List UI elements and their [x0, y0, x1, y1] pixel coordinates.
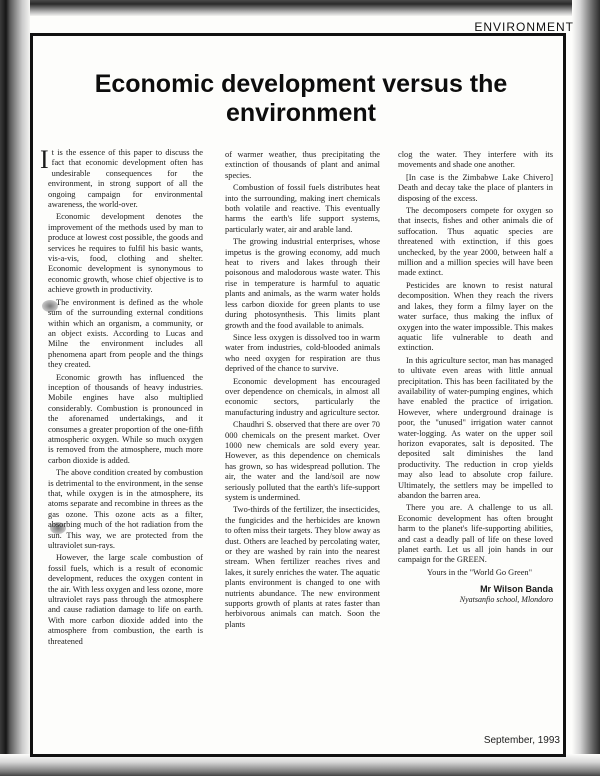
publication-date: September, 1993 — [483, 735, 560, 746]
scan-edge-left — [0, 0, 30, 776]
paragraph: [In case is the Zimbabwe Lake Chivero] Death and decay take the place of planters in disposing of the excess. — [398, 172, 553, 203]
paragraph: of warmer weather, thus precipitating the extinction of thousands of plant and animal species. — [225, 150, 380, 180]
paragraph: The decomposers compete for oxygen so that insects, fishes and other animals die of suffocation. Thus aquatic species are threatened with extinction, if this goes unchecked, by the year 2000, between half a million and a million species will have been made extinct. — [398, 206, 553, 278]
paragraph: There you are. A challenge to us all. Economic development has often brought harm to the planet's life-supporting abilities, and cast a deadly pall of life on these loved planet earth. Let us all join hands in our campaign for the GREEN. — [398, 503, 553, 565]
paragraph: It is the essence of this paper to discuss the fact that economic development often has undesirable consequences for the environment, in strong support of all the ongoing campaign for environmental awareness, the world-over. — [40, 145, 203, 210]
author-name: Mr Wilson Banda — [480, 584, 553, 595]
sign-off: Yours in the "World Go Green" — [426, 567, 533, 577]
section-label: ENVIRONMENT — [474, 20, 574, 34]
paragraph: Chaudhri S. observed that there are over 70 000 chemicals on the present market. Over 1000 new chemicals are sold every year. However, as this dependence on chemicals has grown, so has widespread pollution. The air, the water and the land/soil are now seriously polluted that the earth's life-support system is undermined. — [225, 420, 380, 502]
paragraph: Two-thirds of the fertilizer, the insecticides, the fungicides and the herbicides are known to often miss their targets. They blow away as dust. Others are leached by percolating water, or they are washed by rain into the nearest stream. When fertilizer reaches rives and lakes, it surely enriches the water. The aquatic plants environment is changed to one with nutrients abundance. The new environment supports growth of plants at rates faster than herbivorous animals can match. Soon the plants — [225, 505, 380, 629]
paragraph: clog the water. They interfere with its movements and shade one another. — [398, 150, 553, 170]
drop-cap: I — [40, 145, 49, 174]
article-column-2 — [225, 150, 380, 750]
paragraph: The above condition created by combustion is detrimental to the environment, in the sense that, while oxygen is in the atmosphere, its atoms separate and recombine in threes as the gas ozone. This ozone acts as a filter, absorbing much of the hot radiation from the sun. This way, we are protected from the ultraviolet sun-rays. — [48, 468, 203, 551]
scan-edge-right — [572, 0, 600, 776]
article-column-3 — [398, 150, 553, 750]
scan-edge-bottom — [0, 754, 600, 776]
article-title: Economic development versus the environment — [94, 70, 508, 127]
paragraph: Combustion of fossil fuels distributes heat into the surrounding, making inert chemicals both volatile and reactive. This eventually harms the earth's life support systems, particularly water, air and arable land. — [225, 183, 380, 234]
paragraph: Economic growth has influenced the inception of thousands of heavy industries. Mobile engines have also multiplied considerably. Combustion is pronounced in the aforenamed undertakings, and it consumes a greater proportion of the one-fifth atmospheric oxygen. While so much oxygen is removed from the atmosphere, much more carbon dioxide is added. — [48, 372, 203, 465]
paragraph: The growing industrial enterprises, whose impetus is the growing economy, add much heat to rivers and lakes through their poisonous and malodorous waste water. This rise in temperature is harmful to aquatic plants and animals, as the warm water holds less carbon dioxide for green plants to use during photosynthesis. This limits plant growth and the food available to animals. — [225, 237, 380, 330]
paragraph: However, the large scale combustion of fossil fuels, which is a result of economic development, reduces the oxygen content in the air. With less oxygen and less ozone, more ultraviolet rays pass through the atmosphere and cause radiation damage to life on earth. With more carbon dioxide added into the atmosphere from combustion, the earth is threatened — [48, 553, 203, 646]
paragraph: In this agriculture sector, man has managed to ultivate even areas with little annual precipitation. This has been facilitated by the availability of water-pumping engines, which have enabled the practice of irrigation. However, where underground drainage is poor, the "unused" irrigation water cannot water-logging. As water on the upper soil horizon evaporates, salt is deposited. The deposited salt diminishes the land productivity. The reduction in crop yields may also lead to absolute crop failure. Ultimately, the settlers may be impelled to abandon the barren area. — [398, 355, 553, 500]
author-school: Nyatsanfio school, Mlondoro — [459, 594, 553, 604]
paragraph: Pesticides are known to resist natural decomposition. When they reach the rivers and lakes, they form a filmy layer on the water surface, thus making the influx of oxygen into the water impossible. This makes aquatic life vulnerable to death and extinction. — [398, 280, 553, 353]
article-column-1 — [40, 145, 203, 748]
paragraph: Economic development has encouraged over dependence on chemicals, in almost all economic sectors, particularly the manufacturing industry and agriculture sector. — [225, 376, 380, 417]
paragraph: Economic development denotes the improvement of the methods used by man to produce at lowest cost possible, the goods and services he requires to fulfil his basic wants, vis-a-vis, food, clothing and shelter. Economic development is synonymous to economic growth, whose chief objective is to achieve growth in productivity. — [48, 212, 203, 295]
paragraph: The environment is defined as the whole sum of the surrounding external conditions within which an organism, a community, or an object exists. According to Lucas and Milne the environment includes all phenomena apart from people and the things they created. — [48, 297, 203, 370]
paragraph: Since less oxygen is dissolved too in warm water from industries, cold-blooded animals who need oxygen for respiration are thus deprived of the chance to survive. — [225, 332, 380, 374]
scan-edge-top — [0, 0, 600, 16]
